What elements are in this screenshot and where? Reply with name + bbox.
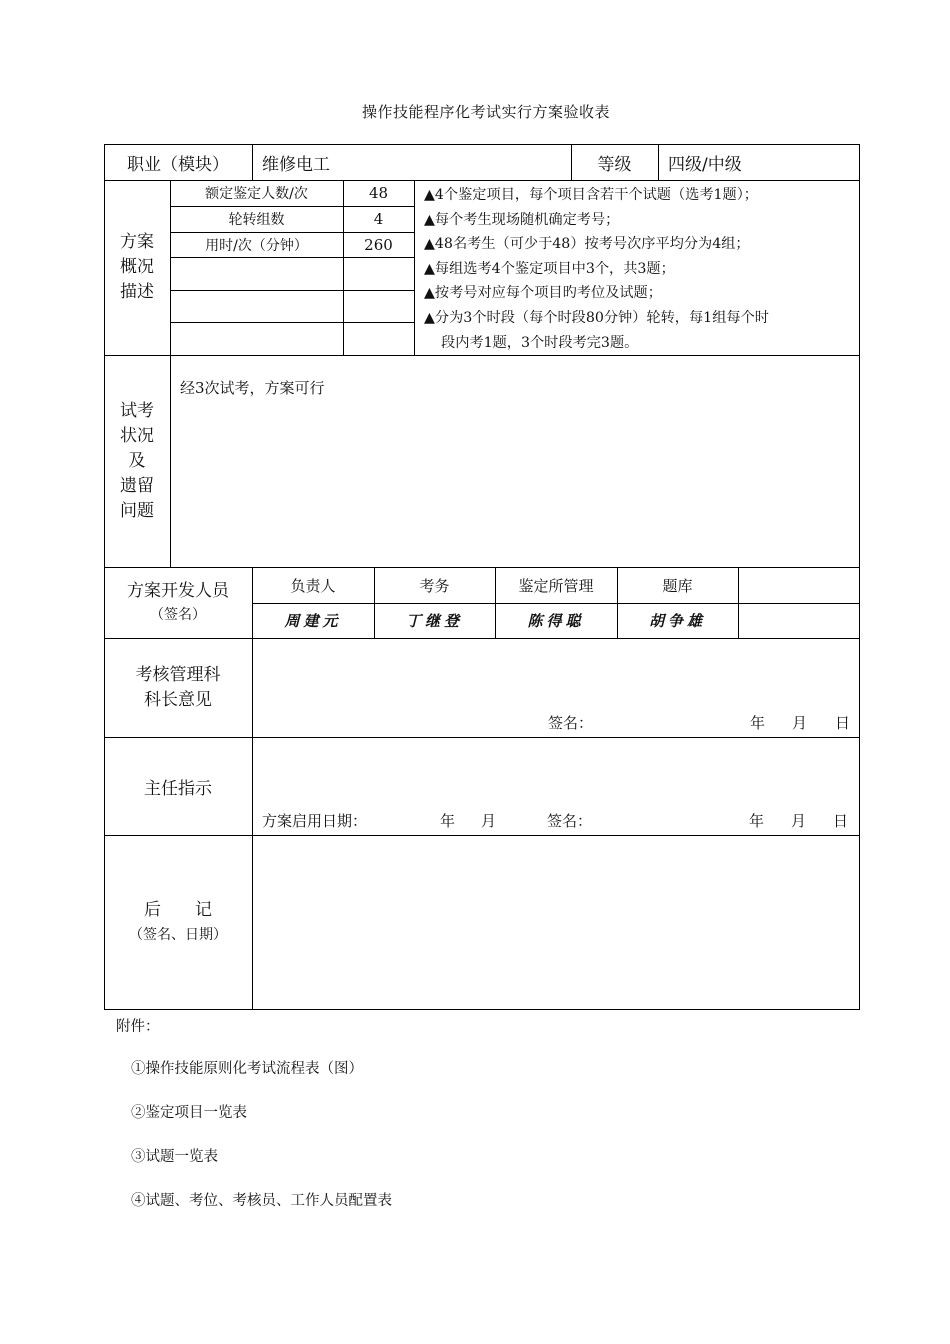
param-label-quota: 额定鉴定人数/次 bbox=[205, 186, 308, 202]
director-month: 月 bbox=[791, 812, 807, 830]
bullet-item: ▲每个考生现场随机确定考号； bbox=[424, 211, 620, 228]
signature-exam-affairs: 丁继登 bbox=[405, 612, 463, 630]
bullet-item: ▲48名考生（可少于48）按考号次序平均分为4组； bbox=[424, 236, 750, 253]
start-date-label: 方案启用日期： bbox=[262, 812, 368, 830]
director-year: 年 bbox=[749, 812, 765, 830]
overview-label-line: 概况 bbox=[120, 257, 154, 277]
role-question-bank: 题库 bbox=[662, 576, 693, 595]
attachment-item: ④试题、考位、考核员、工作人员配置表 bbox=[131, 1193, 392, 1209]
overview-bullets bbox=[424, 183, 858, 355]
trial-label-line: 试考 bbox=[120, 400, 154, 421]
overview-label-line: 描述 bbox=[120, 282, 154, 302]
param-value-quota: 48 bbox=[368, 184, 389, 202]
role-exam-affairs: 考务 bbox=[419, 576, 450, 595]
manager-year: 年 bbox=[750, 714, 766, 732]
trial-label-line: 状况 bbox=[120, 425, 154, 446]
developers-sub-label: （签名） bbox=[150, 606, 206, 623]
overview-label-line: 方案 bbox=[120, 232, 154, 252]
signature-question-bank: 胡争雄 bbox=[648, 612, 706, 630]
postscript-label bbox=[104, 835, 252, 1010]
bullet-item: ▲每组选考4个鉴定项目中3个，共3题； bbox=[424, 260, 675, 277]
postscript-sub-label: （签名、日期） bbox=[129, 926, 227, 943]
page-title: 操作技能程序化考试实行方案验收表 bbox=[361, 103, 610, 121]
developers-label-text: 方案开发人员 bbox=[127, 580, 229, 601]
manager-label bbox=[104, 638, 252, 737]
manager-month: 月 bbox=[792, 714, 808, 732]
manager-day: 日 bbox=[835, 714, 851, 732]
trial-label-line: 及 bbox=[128, 450, 146, 471]
param-value-rotation: 4 bbox=[373, 210, 384, 228]
attachments-label: 附件： bbox=[116, 1019, 160, 1035]
occupation-label: 职业（模块） bbox=[127, 154, 229, 175]
level-value: 四级/中级 bbox=[668, 154, 742, 175]
bullet-item: ▲分为3个时段（每个时段80分钟）轮转，每1组每个时 bbox=[424, 309, 769, 326]
bullet-item: ▲4个鉴定项目，每个项目含若干个试题（选考1题）； bbox=[424, 187, 758, 203]
director-day: 日 bbox=[833, 812, 849, 830]
trial-label bbox=[104, 355, 170, 567]
manager-sign-label: 签名： bbox=[548, 714, 594, 732]
director-label: 主任指示 bbox=[144, 778, 212, 799]
param-value-duration: 260 bbox=[364, 235, 393, 254]
bullet-item-continuation: 段内考1题，3个时段考完3题。 bbox=[441, 334, 639, 351]
overview-label bbox=[104, 180, 170, 355]
role-leader: 负责人 bbox=[290, 576, 336, 595]
param-label-duration: 用时/次（分钟） bbox=[205, 237, 308, 254]
level-label: 等级 bbox=[597, 154, 632, 175]
trial-content: 经3次试考，方案可行 bbox=[180, 379, 325, 397]
trial-label-line: 遗留 bbox=[120, 475, 154, 496]
trial-label-line: 问题 bbox=[120, 500, 154, 521]
attachment-item: ②鉴定项目一览表 bbox=[131, 1105, 247, 1121]
bullet-item: ▲按考号对应每个项目旳考位及试题； bbox=[424, 285, 662, 302]
director-sign-label: 签名： bbox=[547, 812, 593, 830]
signature-leader: 周建元 bbox=[284, 612, 342, 630]
manager-label-line: 科长意见 bbox=[144, 689, 212, 710]
attachment-item: ③试题一览表 bbox=[131, 1149, 218, 1165]
start-date-year: 年 bbox=[440, 812, 456, 830]
postscript-label-text: 后 记 bbox=[144, 899, 212, 920]
attachment-item: ①操作技能原则化考试流程表（图） bbox=[131, 1061, 363, 1077]
occupation-value: 维修电工 bbox=[262, 154, 330, 175]
developers-label bbox=[104, 567, 252, 638]
role-institute-management: 鉴定所管理 bbox=[518, 576, 594, 595]
signature-institute-management: 陈得聪 bbox=[527, 612, 585, 630]
start-date-month: 月 bbox=[481, 812, 497, 830]
manager-label-line: 考核管理科 bbox=[135, 664, 221, 685]
param-label-rotation: 轮转组数 bbox=[228, 212, 285, 228]
